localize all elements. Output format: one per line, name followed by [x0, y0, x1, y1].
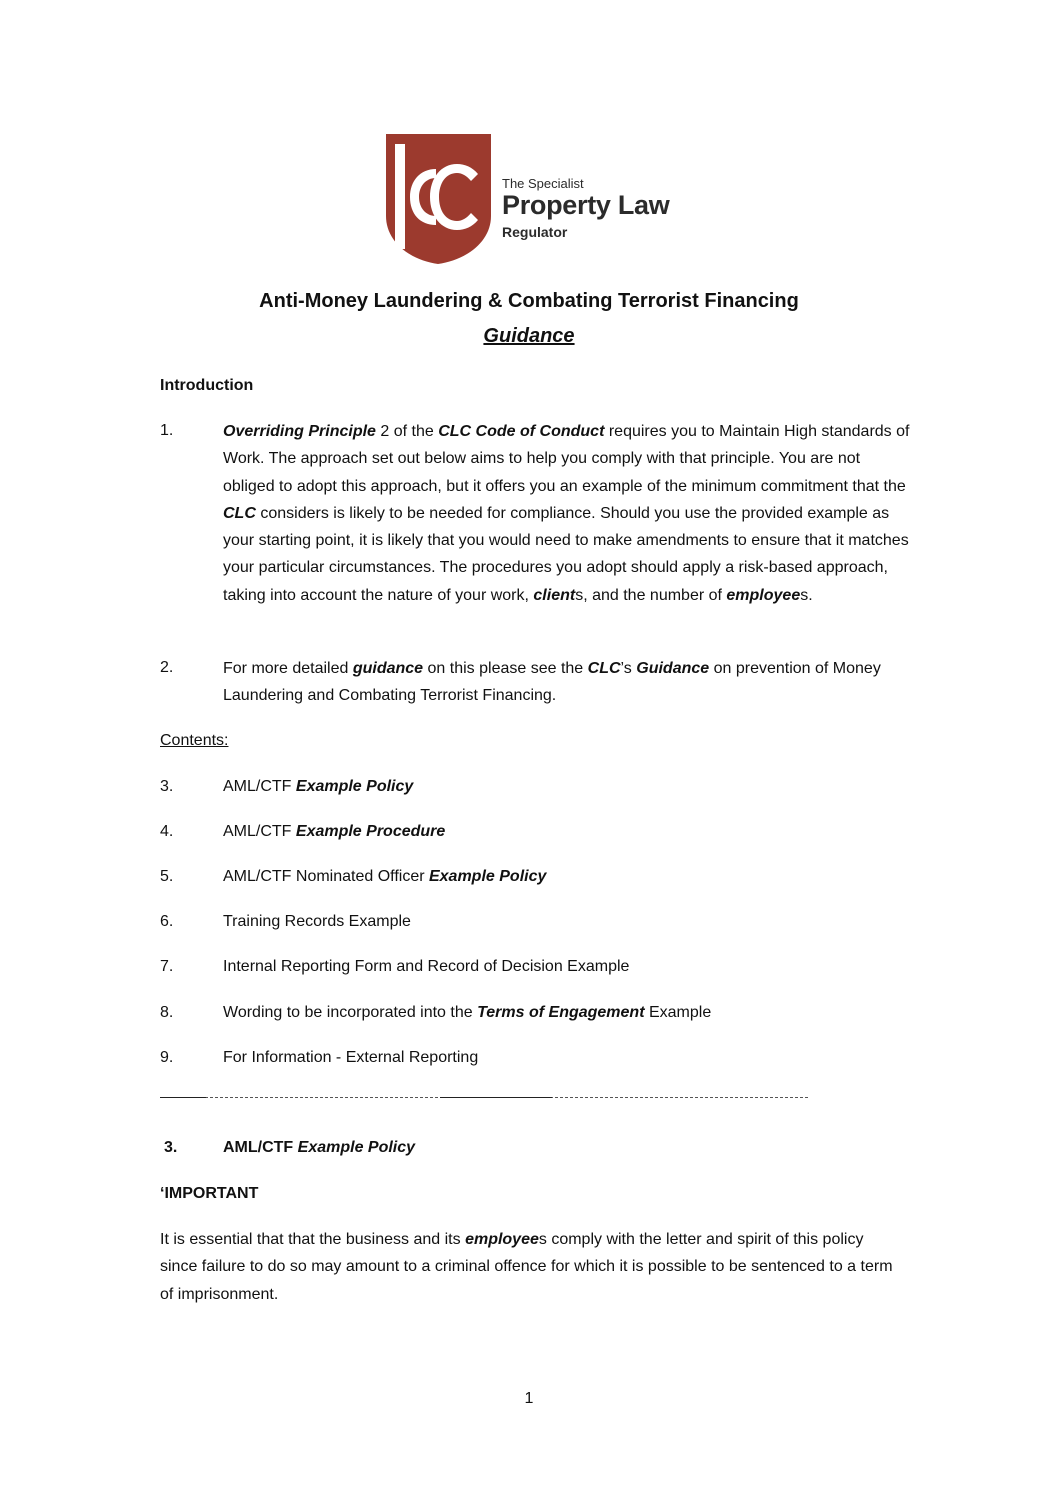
- emphasis-text: Example Procedure: [295, 823, 446, 840]
- intro-paragraph-1: [223, 418, 913, 609]
- text-run: AML/CTF: [223, 823, 296, 840]
- important-paragraph: [160, 1226, 900, 1308]
- clc-shield-logo-icon: [386, 134, 494, 264]
- text-run: s.: [800, 586, 813, 604]
- text-run: AML/CTF Nominated Officer: [223, 868, 429, 885]
- contents-number: 5.: [160, 868, 174, 885]
- clc-logo: [386, 134, 686, 266]
- text-run: Wording to be incorporated into the: [223, 1004, 478, 1021]
- emphasis-text: guidance: [352, 660, 424, 677]
- section-3-heading: [223, 1139, 415, 1157]
- emphasis-text: Guidance: [636, 660, 710, 677]
- divider-segment: [440, 1097, 552, 1098]
- intro-paragraph-2: [223, 655, 913, 710]
- emphasis-text: Overriding Principle: [223, 423, 376, 440]
- emphasis-text: employee: [465, 1231, 539, 1248]
- contents-number: 4.: [160, 823, 174, 840]
- contents-number: 8.: [160, 1004, 174, 1021]
- contents-item: [223, 823, 445, 841]
- intro-heading: Introduction: [160, 377, 254, 394]
- text-run: ’s: [620, 660, 637, 677]
- section-3-number: 3.: [164, 1139, 178, 1156]
- text-run: AML/CTF: [223, 778, 296, 795]
- text-run: It is essential that that the business and its: [160, 1231, 466, 1248]
- contents-number: 9.: [160, 1049, 174, 1066]
- emphasis-text: CLC: [223, 504, 256, 522]
- contents-number: 6.: [160, 913, 174, 930]
- document-subtitle: Guidance: [483, 325, 575, 347]
- text-run: For Information - External Reporting: [223, 1049, 479, 1066]
- contents-number: 3.: [160, 778, 174, 795]
- text-run: s, and the number of: [575, 586, 727, 604]
- emphasis-text: Example Policy: [428, 868, 547, 885]
- text-run: requires you to Maintain High standards of Work. The approach set out below aims to help you comply with that principle. You are not obliged to adopt this approach, but it offers you an example of the minimum commitment that the: [223, 423, 910, 495]
- emphasis-text: Terms of Engagement: [477, 1004, 645, 1021]
- logo-sub-text: Regulator: [502, 224, 568, 240]
- text-run: For more detailed: [223, 660, 353, 677]
- emphasis-text: CLC Code of Conduct: [438, 423, 605, 440]
- text-run: 2 of the: [375, 423, 439, 440]
- important-heading: ‘IMPORTANT: [160, 1185, 259, 1202]
- contents-item: [223, 868, 546, 886]
- contents-number: 7.: [160, 958, 174, 975]
- text-run: on prevention of Money Laundering and Combating Terrorist Financing.: [223, 660, 881, 705]
- text-run: on this please see the: [423, 660, 588, 677]
- contents-item: [223, 1049, 478, 1067]
- section-3-label-emphasis: Example Policy: [297, 1139, 416, 1156]
- emphasis-text: CLC: [587, 660, 621, 677]
- text-run: s comply with the letter and spirit of this policy since failure to do so may amount to a criminal offence for which it is possible to be sentenced to a term of imprisonment.: [160, 1231, 893, 1303]
- contents-item: [223, 1004, 711, 1022]
- emphasis-text: Example Policy: [295, 778, 414, 795]
- document-title: Anti-Money Laundering & Combating Terrorist Financing: [259, 290, 799, 312]
- contents-item: [223, 958, 629, 976]
- emphasis-text: client: [533, 586, 576, 604]
- item-number: 2.: [160, 659, 174, 676]
- text-run: considers is likely to be needed for compliance. Should you use the provided example as your starting point, it is likely that you would need to make amendments to ensure that it matches your particular circumstances. The procedures you adopt should apply a risk-based approach, taking into account the nature of your work,: [223, 504, 909, 604]
- item-number: 1.: [160, 422, 174, 439]
- contents-item: [223, 913, 411, 931]
- logo-tagline: The Specialist: [502, 176, 584, 191]
- contents-item: [223, 778, 413, 796]
- text-run: Training Records Example: [223, 913, 411, 930]
- page-number: 1: [524, 1390, 534, 1407]
- section-3-label: AML/CTF: [223, 1139, 298, 1156]
- text-run: Example: [644, 1004, 712, 1021]
- text-run: Internal Reporting Form and Record of Decision Example: [223, 958, 630, 975]
- emphasis-text: employee: [726, 586, 801, 604]
- contents-heading: Contents:: [160, 732, 229, 749]
- logo-main-text: Property Law: [502, 190, 670, 220]
- divider-segment: [160, 1097, 206, 1098]
